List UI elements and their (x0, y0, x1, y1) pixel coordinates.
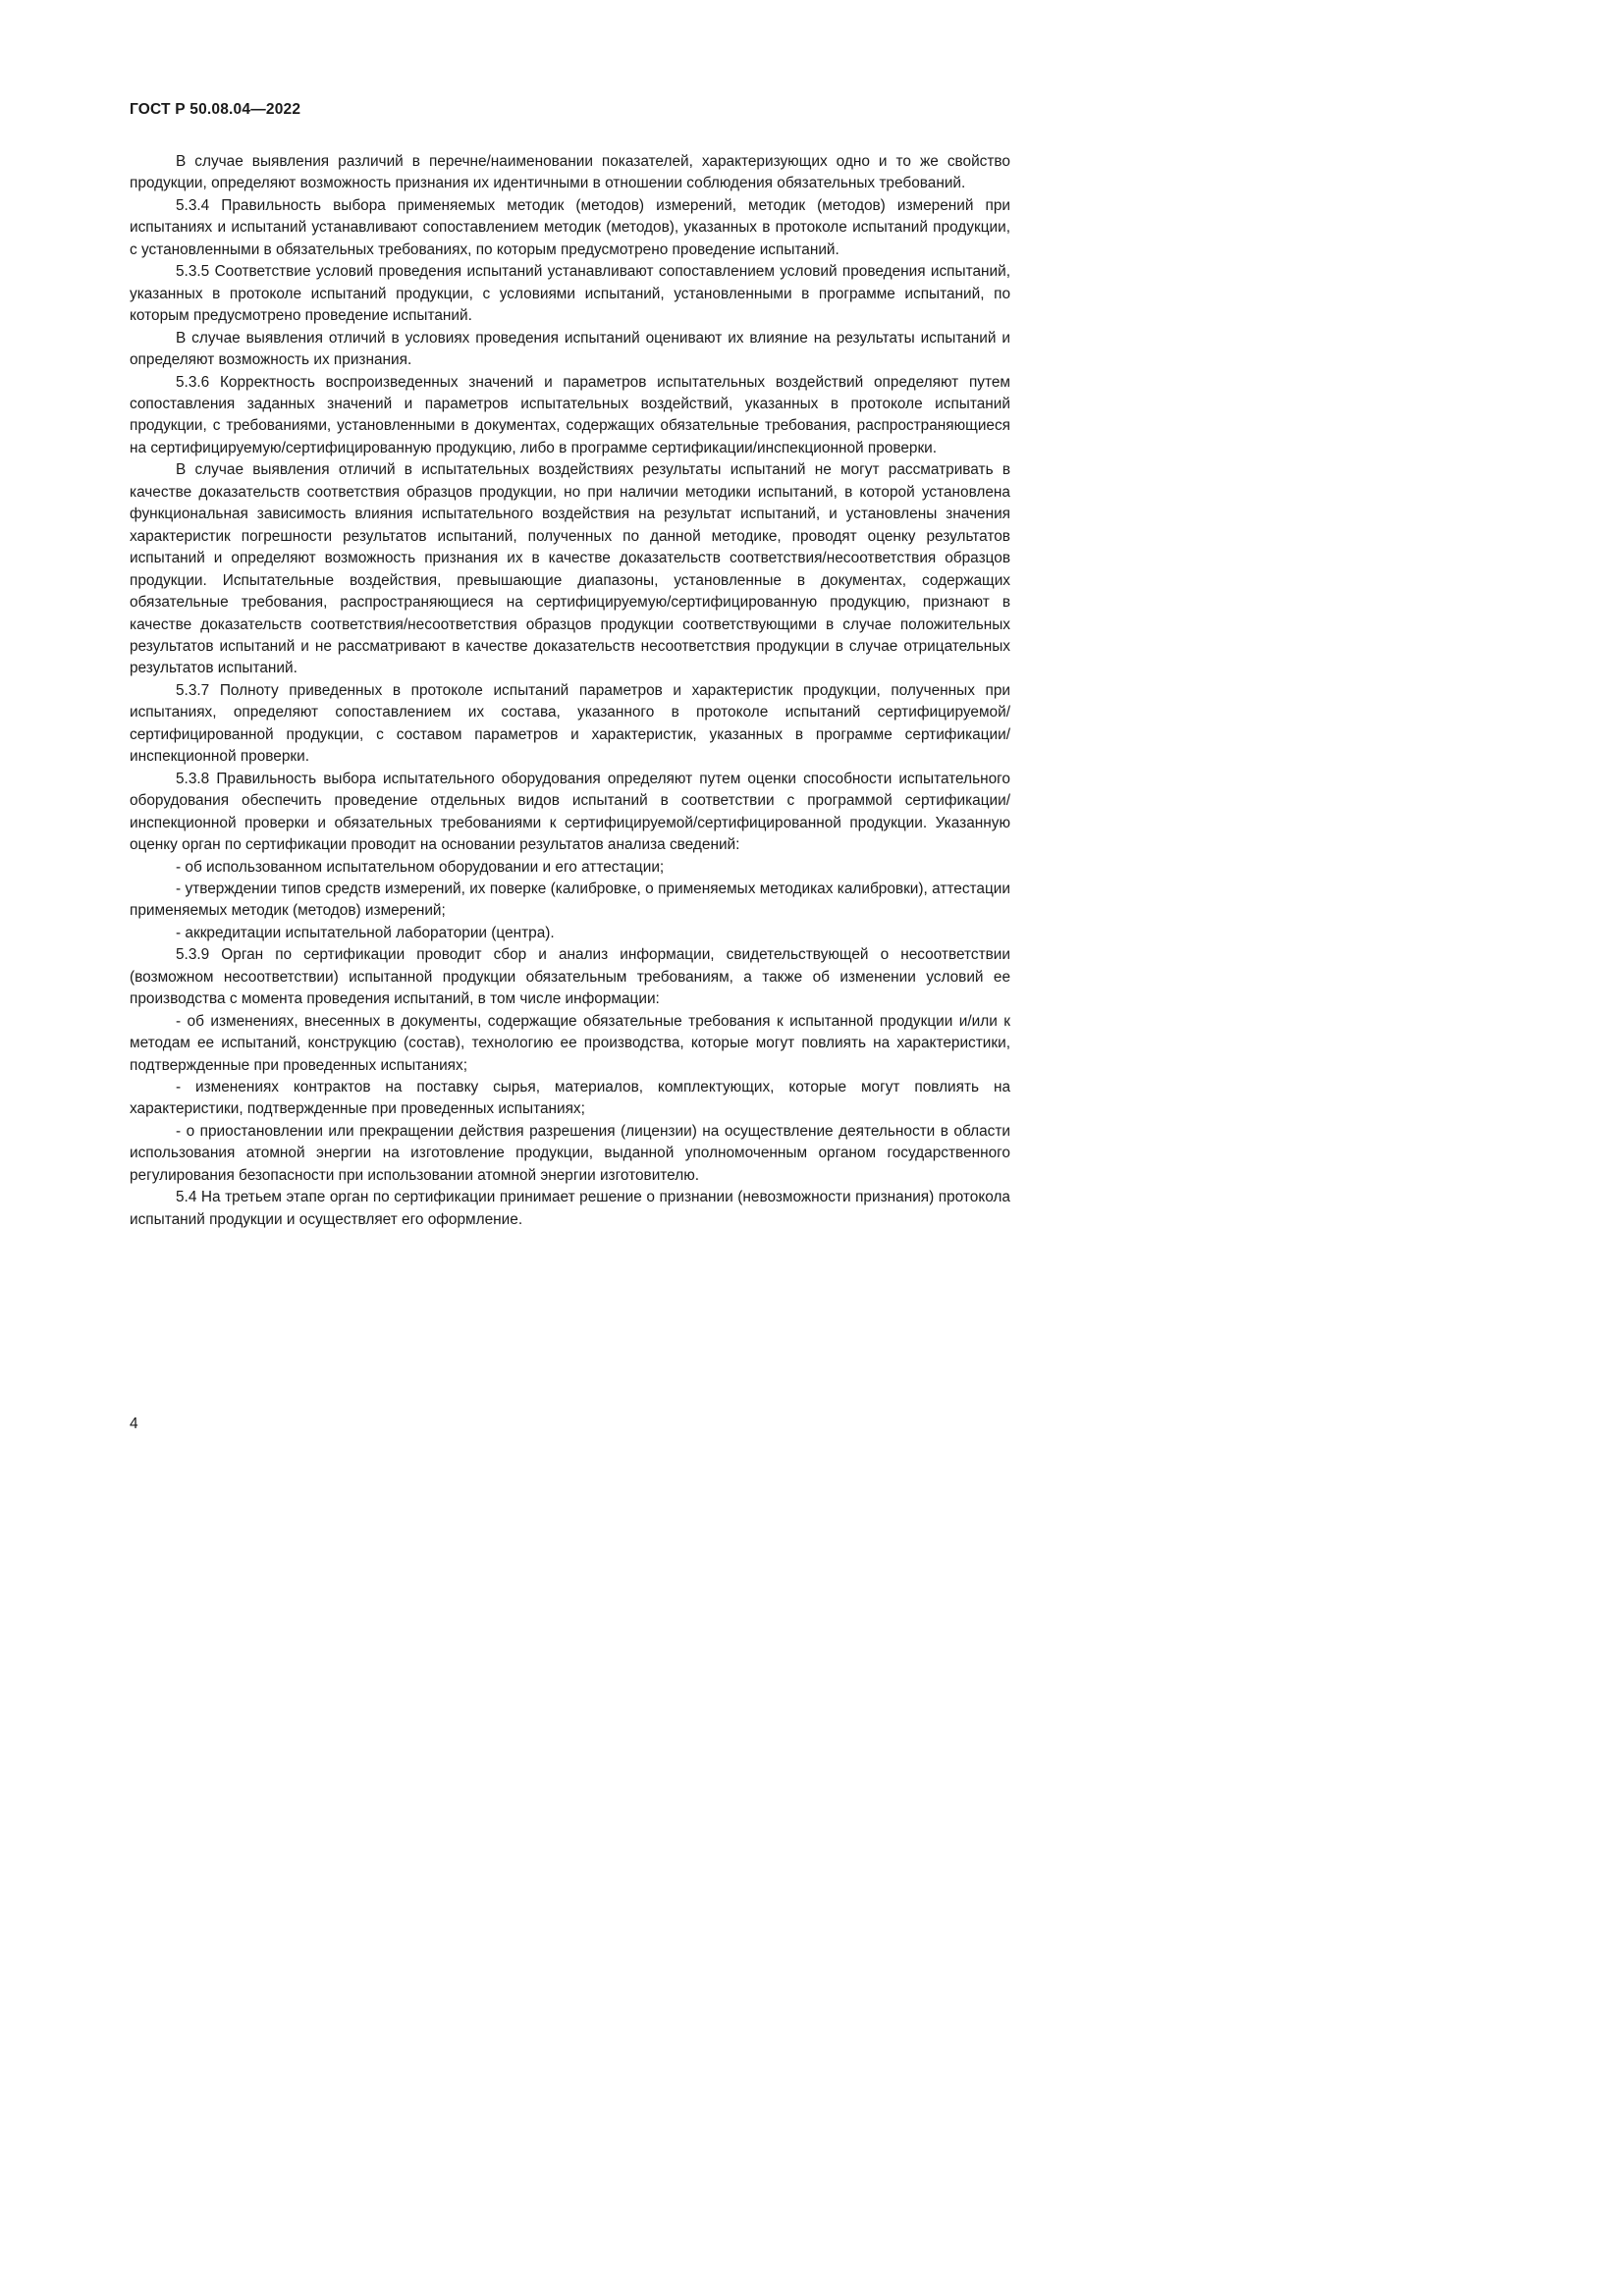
list-item: - аккредитации испытательной лаборатории (центра). (176, 924, 555, 941)
page-body (130, 151, 1010, 1231)
paragraph: В случае выявления отличий в условиях проведения испытаний оценивают их влияние на результаты испытаний и определяют возможность их признания. (130, 329, 1010, 369)
list-item: - изменениях контрактов на поставку сырья, материалов, комплектующих, которые могут повлиять на характеристики, подтвержденные при проведенных испытаниях; (130, 1079, 1010, 1118)
paragraph-5-3-6: 5.3.6 Корректность воспроизведенных значений и параметров испытательных воздействий определяют путем сопоставления заданных значений и параметров испытательных воздействий, указанных в протоколе испытаний продукции, с требованиями, установленными в документах, содержащих обязательные требования, распространяющиеся на сертифицируемую/сертифицированную продукцию, либо в программе сертификации/инспекционной проверки. (130, 373, 1010, 456)
paragraph-5-3-8: 5.3.8 Правильность выбора испытательного оборудования определяют путем оценки способности испытательного оборудования обеспечить проведение отдельных видов испытаний в соответствии с программой сертификации/инспекционной проверки и обязательных требованиями к сертифицируемой/сертифицированной продукции. Указанную оценку орган по сертификации проводит на основании результатов анализа сведений: (130, 770, 1010, 854)
paragraph-5-4: 5.4 На третьем этапе орган по сертификации принимает решение о признании (невозможности признания) протокола испытаний продукции и осуществляет его оформление. (130, 1189, 1010, 1228)
paragraph: В случае выявления различий в перечне/наименовании показателей, характеризующих одно и то же свойство продукции, определяют возможность признания их идентичными в отношении соблюдения обязательных требований. (130, 153, 1010, 192)
list-item: - об изменениях, внесенных в документы, содержащие обязательные требования к испытанной продукции и/или к методам ее испытаний, конструкцию (состав), технологию ее производства, которые могут повлиять на характеристики, подтвержденные при проведенных испытаниях; (130, 1012, 1010, 1074)
paragraph: В случае выявления отличий в испытательных воздействиях результаты испытаний не могут рассматривать в качестве доказательств соответствия образцов продукции, но при наличии методики испытаний, в которой установлена функциональная зависимость влияния испытательного воздействия на результат испытаний, и установлены значения характеристик погрешности результатов испытаний, полученных по данной методике, проводят оценку результатов испытаний и определяют возможность признания их в качестве доказательств соответствия/несоответствия образцов продукции. Испытательные воздействия, превышающие диапазоны, установленные в документах, содержащих обязательные требования, распространяющиеся на сертифицируемую/сертифицированную продукцию, признают в качестве доказательств соответствия/несоответствия образцов продукции соответствующими в случае положительных результатов испытаний и не рассматривают в качестве доказательств несоответствия продукции в случае отрицательных результатов испытаний. (130, 461, 1010, 677)
paragraph-5-3-9: 5.3.9 Орган по сертификации проводит сбор и анализ информации, свидетельствующей о несоответствии (возможном несоответствии) испытанной продукции обязательным требованиям, а также об изменении условий ее производства с момента проведения испытаний, в том числе информации: (130, 946, 1010, 1008)
list-item: - о приостановлении или прекращении действия разрешения (лицензии) на осуществление деятельности в области использования атомной энергии на изготовление продукции, выданной уполномоченным органом государственного регулирования безопасности при использовании атомной энергии изготовителю. (130, 1122, 1010, 1184)
paragraph-5-3-5: 5.3.5 Соответствие условий проведения испытаний устанавливают сопоставлением условий проведения испытаний, указанных в протоколе испытаний продукции, с условиями испытаний, установленными в программе испытаний, по которым предусмотрено проведение испытаний. (130, 263, 1010, 325)
list-item: - об использованном испытательном оборудовании и его аттестации; (176, 858, 665, 876)
page-number: 4 (130, 1415, 138, 1432)
paragraph-5-3-7: 5.3.7 Полноту приведенных в протоколе испытаний параметров и характеристик продукции, полученных при испытаниях, определяют сопоставлением их состава, указанного в протоколе испытаний сертифицируемой/сертифицированной продукции, с составом параметров и характеристик, указанных в программе сертификации/инспекционной проверки. (130, 681, 1010, 766)
paragraph-5-3-4: 5.3.4 Правильность выбора применяемых методик (методов) измерений, методик (методов) измерений при испытаниях и испытаний устанавливают сопоставлением методик (методов), указанных в протоколе испытаний продукции, с установленными в обязательных требованиях, по которым предусмотрено проведение испытаний. (130, 196, 1010, 258)
list-item: - утверждении типов средств измерений, их поверке (калибровке, о применяемых методиках калибровки), аттестации применяемых методик (методов) измерений; (130, 880, 1010, 920)
page-header: ГОСТ Р 50.08.04—2022 (130, 101, 301, 118)
